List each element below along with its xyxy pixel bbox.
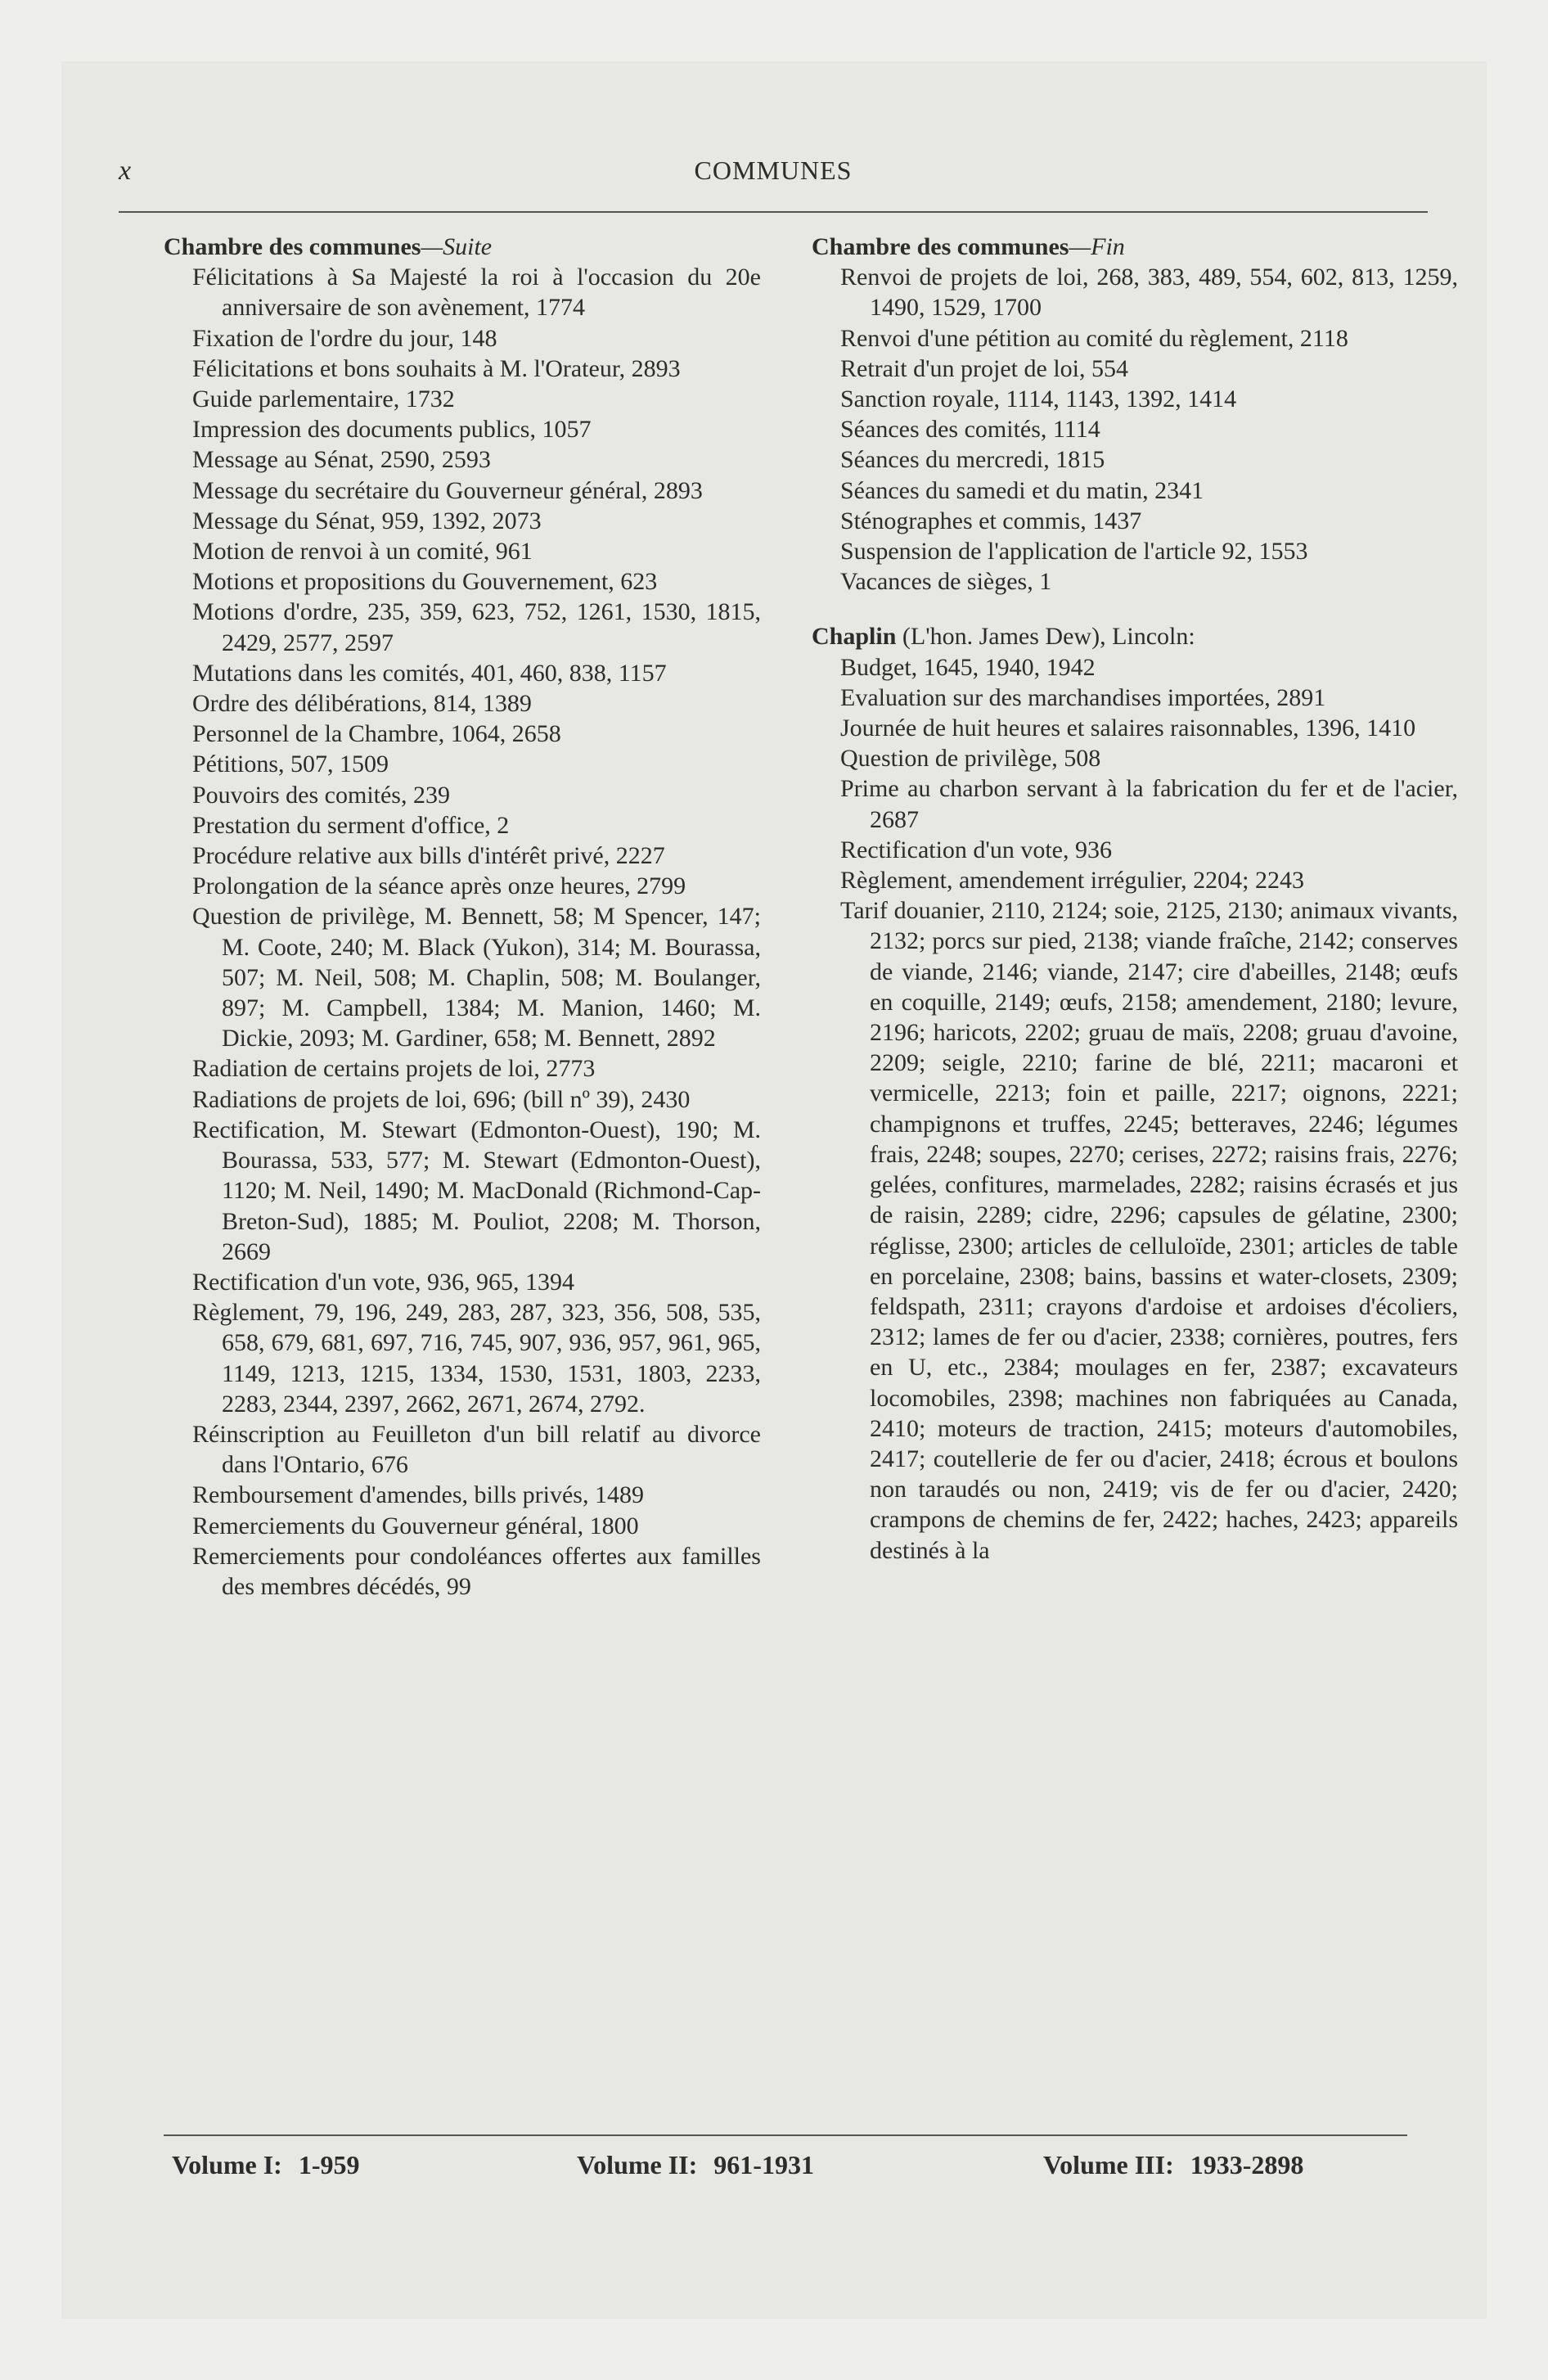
index-entry: Mutations dans les comités, 401, 460, 838, 1157 <box>192 659 667 687</box>
heading-suffix: (L'hon. James Dew), Lincoln: <box>896 623 1195 651</box>
index-entry: Rectification, M. Stewart (Edmonton-Ouest), 190; M. Bourassa, 533, 577; M. Stewart (Edmonton-Ouest), 1120; M. Neil, 1490; M. MacDonald (Richmond-Cap-Breton-Sud), 1885; M. Pouliot, 2208; M. Thorson, 2669 <box>192 1116 761 1265</box>
index-entry: Suspension de l'application de l'article 92, 1553 <box>840 538 1308 566</box>
index-entry: Retrait d'un projet de loi, 554 <box>840 354 1129 382</box>
right-column <box>812 232 1458 1566</box>
index-entry: Félicitations et bons souhaits à M. l'Orateur, 2893 <box>192 354 681 382</box>
index-entry: Pouvoirs des comités, 239 <box>192 781 450 809</box>
index-entry: Règlement, 79, 196, 249, 283, 287, 323, 356, 508, 535, 658, 679, 681, 697, 716, 745, 907, 936, 957, 961, 965, 1149, 1213, 1215, 1334, 1530, 1531, 1803, 2233, 2283, 2344, 2397, 2662, 2671, 2674, 2792. <box>192 1299 761 1418</box>
index-entry: Radiation de certains projets de loi, 2773 <box>192 1055 596 1083</box>
entry-list <box>164 262 761 1602</box>
index-entry: Radiations de projets de loi, 696; (bill nº 39), 2430 <box>192 1085 691 1113</box>
index-entry: Règlement, amendement irrégulier, 2204; 2243 <box>840 867 1304 895</box>
index-entry: Guide parlementaire, 1732 <box>192 385 455 413</box>
index-entry: Procédure relative aux bills d'intérêt privé, 2227 <box>192 842 665 870</box>
index-entry: Motions et propositions du Gouvernement, 623 <box>192 568 658 596</box>
index-entry: Félicitations à Sa Majesté la roi à l'occasion du 20e anniversaire de son avènement, 1774 <box>192 264 761 322</box>
volume-range: 1933-2898 <box>1190 2150 1304 2179</box>
index-entry: Prestation du serment d'office, 2 <box>192 811 510 839</box>
index-entry: Remerciements pour condoléances offertes aux familles des membres décédés, 99 <box>192 1542 761 1600</box>
heading-suffix: —Suite <box>421 233 493 260</box>
index-entry: Renvoi d'une pétition au comité du règlement, 2118 <box>840 324 1348 352</box>
index-entry: Remerciements du Gouverneur général, 1800 <box>192 1512 639 1539</box>
index-entry: Fixation de l'ordre du jour, 148 <box>192 324 497 352</box>
index-entry: Journée de huit heures et salaires raisonnables, 1396, 1410 <box>840 714 1416 742</box>
index-entry: Séances du samedi et du matin, 2341 <box>840 476 1204 504</box>
left-column <box>164 232 761 1602</box>
section-heading <box>164 232 761 262</box>
section-heading <box>812 232 1458 262</box>
index-entry: Vacances de sièges, 1 <box>840 568 1052 596</box>
index-entry: Question de privilège, 508 <box>840 745 1101 773</box>
index-entry: Rectification d'un vote, 936, 965, 1394 <box>192 1268 574 1296</box>
volume-range: 961-1931 <box>713 2150 814 2179</box>
index-entry: Motions d'ordre, 235, 359, 623, 752, 1261, 1530, 1815, 2429, 2577, 2597 <box>192 598 761 656</box>
index-entry: Budget, 1645, 1940, 1942 <box>840 653 1096 681</box>
index-entry: Prime au charbon servant à la fabrication du fer et de l'acier, 2687 <box>840 775 1458 833</box>
index-entry: Ordre des délibérations, 814, 1389 <box>192 690 532 718</box>
heading-suffix: —Fin <box>1069 233 1125 260</box>
volume-label: Volume III: <box>1043 2150 1174 2179</box>
page-header <box>119 156 1428 195</box>
section-heading-chaplin <box>812 621 1458 651</box>
index-entry: Question de privilège, M. Bennett, 58; M Spencer, 147; M. Coote, 240; M. Black (Yukon), 314; M. Bourassa, 507; M. Neil, 508; M. Chaplin, 508; M. Boulanger, 897; M. Campbell, 1384; M. Manion, 1460; M. Dickie, 2093; M. Gardiner, 658; M. Bennett, 2892 <box>192 903 761 1053</box>
index-entry: Personnel de la Chambre, 1064, 2658 <box>192 720 561 748</box>
volume-label: Volume II: <box>577 2150 698 2179</box>
volume-3-ref <box>1043 2150 1303 2180</box>
header-rule <box>119 211 1428 213</box>
heading-text: Chambre des communes <box>164 233 421 260</box>
volume-2-ref <box>577 2150 814 2180</box>
index-entry: Motion de renvoi à un comité, 961 <box>192 538 533 566</box>
running-title: COMMUNES <box>694 156 853 185</box>
volume-1-ref <box>172 2150 359 2180</box>
heading-text: Chambre des communes <box>812 233 1069 260</box>
index-entry: Séances du mercredi, 1815 <box>840 446 1105 474</box>
volume-range: 1-959 <box>298 2150 360 2179</box>
index-entry: Remboursement d'amendes, bills privés, 1489 <box>192 1481 644 1509</box>
index-entry: Renvoi de projets de loi, 268, 383, 489, 554, 602, 813, 1259, 1490, 1529, 1700 <box>840 264 1458 322</box>
entry-list <box>812 262 1458 597</box>
heading-text: Chaplin <box>812 623 897 651</box>
index-entry: Pétitions, 507, 1509 <box>192 751 389 778</box>
index-entry: Prolongation de la séance après onze heures, 2799 <box>192 872 686 900</box>
index-entry: Rectification d'un vote, 936 <box>840 836 1112 863</box>
index-entry: Evaluation sur des marchandises importées, 2891 <box>840 683 1326 711</box>
entry-list <box>812 652 1458 1566</box>
index-entry: Séances des comités, 1114 <box>840 416 1100 444</box>
index-entry: Sanction royale, 1114, 1143, 1392, 1414 <box>840 385 1237 413</box>
index-entry: Impression des documents publics, 1057 <box>192 416 592 444</box>
index-entry: Message du secrétaire du Gouverneur général, 2893 <box>192 476 703 504</box>
index-entry: Tarif douanier, 2110, 2124; soie, 2125, 2130; animaux vivants, 2132; porcs sur pied, 2138; viande fraîche, 2142; conserves de viande, 2146; viande, 2147; cire d'abeilles, 2148; œufs en coquille, 2149; œufs, 2158; amendement, 2180; levure, 2196; haricots, 2202; gruau de maïs, 2208; gruau d'avoine, 2209; seigle, 2210; farine de blé, 2211; macaroni et vermicelle, 2213; foin et paille, 2217; oignons, 2221; champignons et truffes, 2245; betteraves, 2246; légumes frais, 2248; soupes, 2270; cerises, 2272; raisins frais, 2276; gelées, confitures, marmelades, 2282; raisins écrasés et jus de raisin, 2289; cidre, 2296; capsules de gélatine, 2300; réglisse, 2300; articles de celluloïde, 2301; articles de table en porcelaine, 2308; bains, bassins et water-closets, 2309; feldspath, 2311; crayons d'ardoise et ardoises d'écoliers, 2312; lames de fer ou d'acier, 2338; cornières, poutres, fers en U, etc., 2384; moulages en fer, 2387; excavateurs locomobiles, 2398; machines non fabriquées au Canada, 2410; moteurs de traction, 2415; moteurs d'automobiles, 2417; coutellerie de fer ou d'acier, 2418; écrous et boulons non taraudés ou non, 2419; vis de fer ou d'acier, 2420; crampons de chemins de fer, 2422; haches, 2423; appareils destinés à la <box>840 897 1458 1564</box>
index-entry: Sténographes et commis, 1437 <box>840 507 1142 534</box>
index-entry: Réinscription au Feuilleton d'un bill relatif au divorce dans l'Ontario, 676 <box>192 1420 761 1479</box>
footer-rule <box>164 2134 1407 2136</box>
index-entry: Message au Sénat, 2590, 2593 <box>192 446 491 474</box>
volume-label: Volume I: <box>172 2150 282 2179</box>
index-entry: Message du Sénat, 959, 1392, 2073 <box>192 507 542 534</box>
page-number: x <box>119 156 132 186</box>
